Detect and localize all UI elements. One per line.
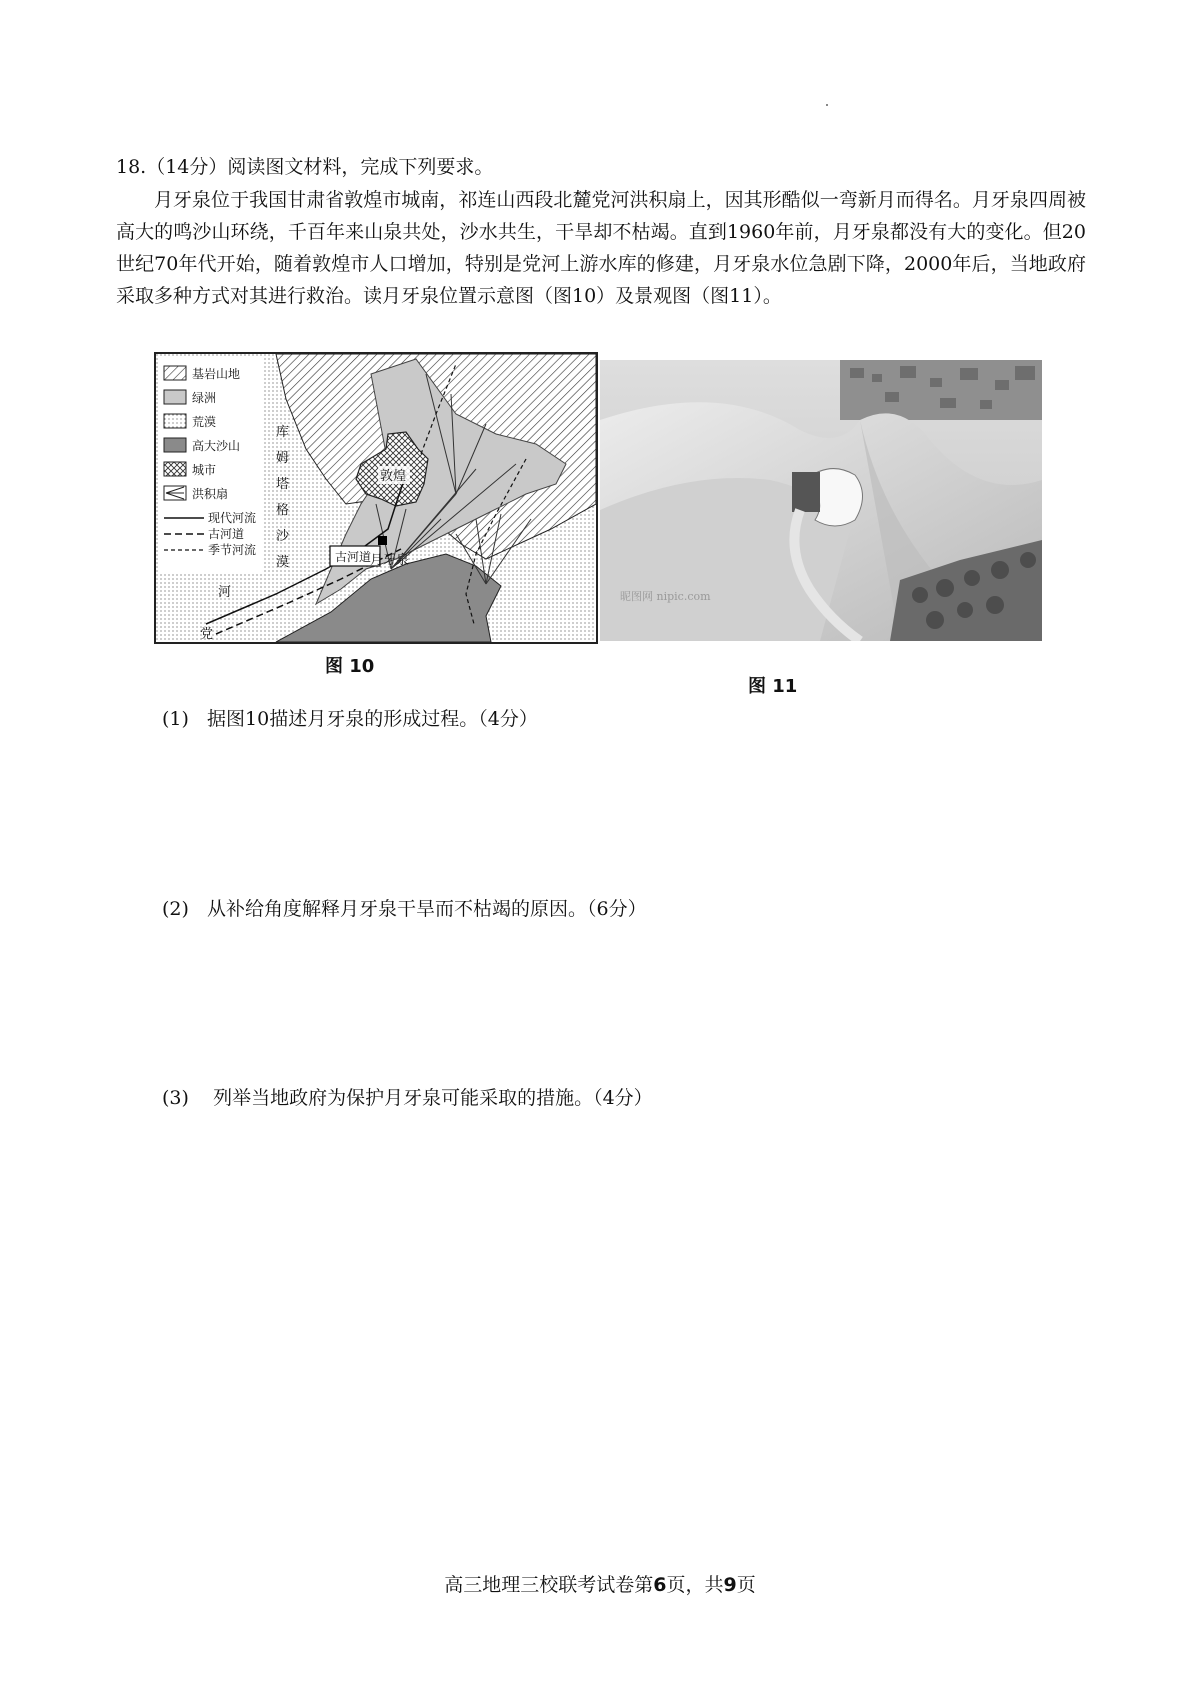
river-label-char: 河 <box>218 585 232 600</box>
subquestion-text: 从补给角度解释月牙泉干旱而不枯竭的原因。（6分） <box>207 898 647 920</box>
desert-label-char: 库 <box>276 425 290 440</box>
photo-watermark: 昵图网 nipic.com <box>620 590 711 603</box>
old-channel-label: 古河道 <box>335 550 372 564</box>
subquestion-number: (2) <box>162 898 189 920</box>
river-label-char: 党 <box>200 627 214 642</box>
spring-label: 月牙泉 <box>370 553 410 568</box>
footer-page: 6 <box>653 1574 667 1596</box>
scan-speck <box>826 104 828 106</box>
subquestion-text: 列举当地政府为保护月牙泉可能采取的措施。（4分） <box>213 1087 653 1109</box>
legend-desert: 荒漠 <box>192 415 217 429</box>
desert-label-char: 塔 <box>276 477 290 492</box>
footer-total: 9 <box>723 1574 737 1596</box>
figure-11-photo <box>600 360 1042 641</box>
legend-city: 城市 <box>192 463 217 477</box>
desert-label-char: 漠 <box>276 555 290 570</box>
page-footer <box>0 1570 1200 1597</box>
desert-label-char: 沙 <box>276 529 290 544</box>
subquestion-number: (1) <box>162 708 189 730</box>
figure-10-caption: 图 10 <box>325 656 375 677</box>
city-label: 敦煌 <box>380 469 407 484</box>
subquestion-number: (3) <box>162 1087 189 1109</box>
subquestion-3 <box>162 1083 653 1110</box>
subquestion-1 <box>162 704 538 731</box>
figure-10-map <box>154 352 598 644</box>
question-header: 18.（14分）阅读图文材料，完成下列要求。 <box>116 156 494 178</box>
desert-label-char: 姆 <box>276 451 290 466</box>
legend-sand-dune: 高大沙山 <box>192 439 241 453</box>
legend-seasonal-river: 季节河流 <box>208 543 257 557</box>
legend-oasis: 绿洲 <box>192 391 217 405</box>
figure-11-caption: 图 11 <box>748 676 798 697</box>
legend-alluvial-fan: 洪积扇 <box>192 487 229 501</box>
question-paragraph: 月牙泉位于我国甘肃省敦煌市城南，祁连山西段北麓党河洪积扇上，因其形酷似一弯新月而得名。月牙泉四周被高大的鸣沙山环绕，千百年来山泉共处，沙水共生，干旱却不枯竭。直到1960年前，月牙泉都没有大的变化。但20世纪70年代开始，随着敦煌市人口增加，特别是党河上游水库的修建，月牙泉水位急剧下降，2000年后，当地政府采取多种方式对其进行救治。读月牙泉位置示意图（图10）及景观图（图11）。 <box>116 189 1086 307</box>
footer-suffix: 页 <box>736 1574 756 1596</box>
legend-bedrock: 基岩山地 <box>192 367 241 381</box>
subquestion-text: 据图10描述月牙泉的形成过程。（4分） <box>207 708 538 730</box>
footer-middle: 页，共 <box>666 1574 724 1596</box>
subquestion-2 <box>162 894 647 921</box>
legend-ancient-channel: 古河道 <box>208 527 245 541</box>
desert-label-char: 格 <box>276 503 290 518</box>
footer-prefix: 高三地理三校联考试卷第 <box>444 1574 654 1596</box>
legend-modern-river: 现代河流 <box>208 511 257 525</box>
